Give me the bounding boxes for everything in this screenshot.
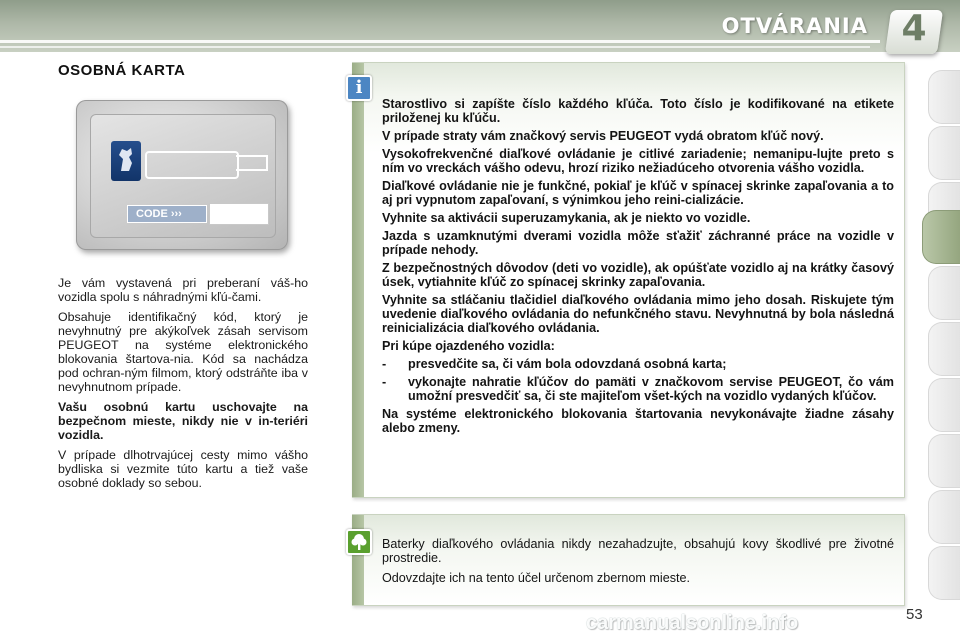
code-field [209, 203, 269, 225]
section-title: OSOBNÁ KARTA [58, 62, 186, 79]
env-paragraph: Odovzdajte ich na tento účel určenom zbernom mieste. [382, 571, 691, 585]
chapter-tab-active[interactable] [922, 210, 960, 264]
left-body-text [58, 276, 308, 496]
info-panel [352, 62, 905, 498]
chapter-tab-8[interactable] [928, 434, 960, 488]
bullet-text: vykonajte nahratie kľúčov do pamäti v značkovom servise PEUGEOT, čo vám umožní presvedčiť sa, či ste majiteľom všet-kých na vozidlo vydaných kľúčov. [408, 375, 894, 403]
tree-icon [346, 529, 372, 555]
left-paragraph: Obsahuje identifikačný kód, ktorý je nevyhnutný pre akýkoľvek zásah servisom PEUGEOT na systéme elektronického blokovania štartova-nia. Kód sa nachádza pod ochran-ným filmom, ktorý odstráňte iba v nevyhnutnom prípade. [58, 310, 308, 394]
info-paragraph: V prípade straty vám značkový servis PEUGEOT vydá obratom kľúč nový. [382, 129, 824, 143]
bullet-marker: - [382, 357, 387, 371]
chapter-tab-9[interactable] [928, 490, 960, 544]
chapter-tab-1[interactable] [928, 70, 960, 124]
info-bullet-item [382, 357, 894, 371]
header-stripe-secondary [0, 46, 870, 48]
personal-card-illustration [76, 100, 288, 250]
chapter-tab-6[interactable] [928, 322, 960, 376]
page-number: 53 [906, 606, 923, 623]
environment-panel-text [382, 537, 894, 591]
bullet-marker: - [382, 375, 387, 389]
chapter-tab-2[interactable] [928, 126, 960, 180]
info-paragraph: Z bezpečnostných dôvodov (deti vo vozidle), ak opúšťate vozidlo aj na krátky časový úsek, vytiahnite kľúč zo spínacej skrinky zapaľovania. [382, 261, 894, 289]
info-paragraph: Diaľkové ovládanie nie je funkčné, pokiaľ je kľúč v spínacej skrinke zapaľovania a to aj pri vypnutom zapaľovaní, s výnimkou jeho reini-cializácie. [382, 179, 894, 207]
chapter-tab-5[interactable] [928, 266, 960, 320]
info-paragraph: Vysokofrekvenčné diaľkové ovládanie je citlivé zariadenie; nemanipu-lujte preto s ním vo vreckách vášho odevu, hrozí riziko nežiadúceho otvorenia vášho vozidla. [382, 147, 894, 175]
info-bullet-item [382, 375, 894, 403]
left-warning-paragraph: Vašu osobnú kartu uschovajte na bezpečnom mieste, nikdy nie v in-teriéri vozidla. [58, 400, 308, 442]
chapter-number: 4 [901, 8, 927, 49]
info-paragraph: Starostlivo si zapíšte číslo každého kľúča. Toto číslo je kodifikované na etikete priloženej ku kľúču. [382, 97, 894, 125]
info-paragraph: Vyhnite sa stláčaniu tlačidiel diaľkového ovládania mimo jeho dosah. Riskujete tým uvedenie diaľkového ovládania do nefunkčného stavu. Nevyhnutná by bola následná reinicializácia diaľkového ovládania. [382, 293, 894, 335]
key-outline [145, 151, 239, 179]
info-paragraph: Pri kúpe ojazdeného vozidla: [382, 339, 555, 353]
left-paragraph: V prípade dlhotrvajúcej cesty mimo vášho bydliska si vezmite túto kartu a tiež vaše osobné doklady so sebou. [58, 448, 308, 490]
key-tip-outline [236, 155, 268, 171]
environment-panel [352, 514, 905, 606]
panel-side-strip [352, 63, 364, 497]
card-face [90, 114, 276, 238]
bullet-text: presvedčite sa, či vám bola odovzdaná osobná karta; [408, 357, 727, 371]
env-paragraph: Baterky diaľkového ovládania nikdy nezahadzujte, obsahujú kovy škodlivé pre životné prostredie. [382, 537, 894, 565]
watermark: carmanualsonline.info [586, 612, 799, 634]
code-label: CODE ››› [127, 205, 207, 223]
info-icon: i [346, 75, 372, 101]
chapter-title: OTVÁRANIA [721, 14, 868, 38]
info-paragraph: Vyhnite sa aktivácii superuzamykania, ak je niekto vo vozidle. [382, 211, 751, 225]
peugeot-lion-icon [111, 141, 141, 181]
header-stripe [0, 40, 880, 43]
chapter-tab-10[interactable] [928, 546, 960, 600]
chapter-tab-7[interactable] [928, 378, 960, 432]
info-paragraph: Jazda s uzamknutými dverami vozidla môže sťažiť záchranné práce na vozidle v prípade nehody. [382, 229, 894, 257]
info-panel-text [382, 97, 894, 439]
info-closing-paragraph: Na systéme elektronického blokovania štartovania nevykonávajte žiadne zásahy alebo zmeny. [382, 407, 894, 435]
left-paragraph: Je vám vystavená pri preberaní váš-ho vozidla spolu s náhradnými kľú-čami. [58, 276, 308, 304]
